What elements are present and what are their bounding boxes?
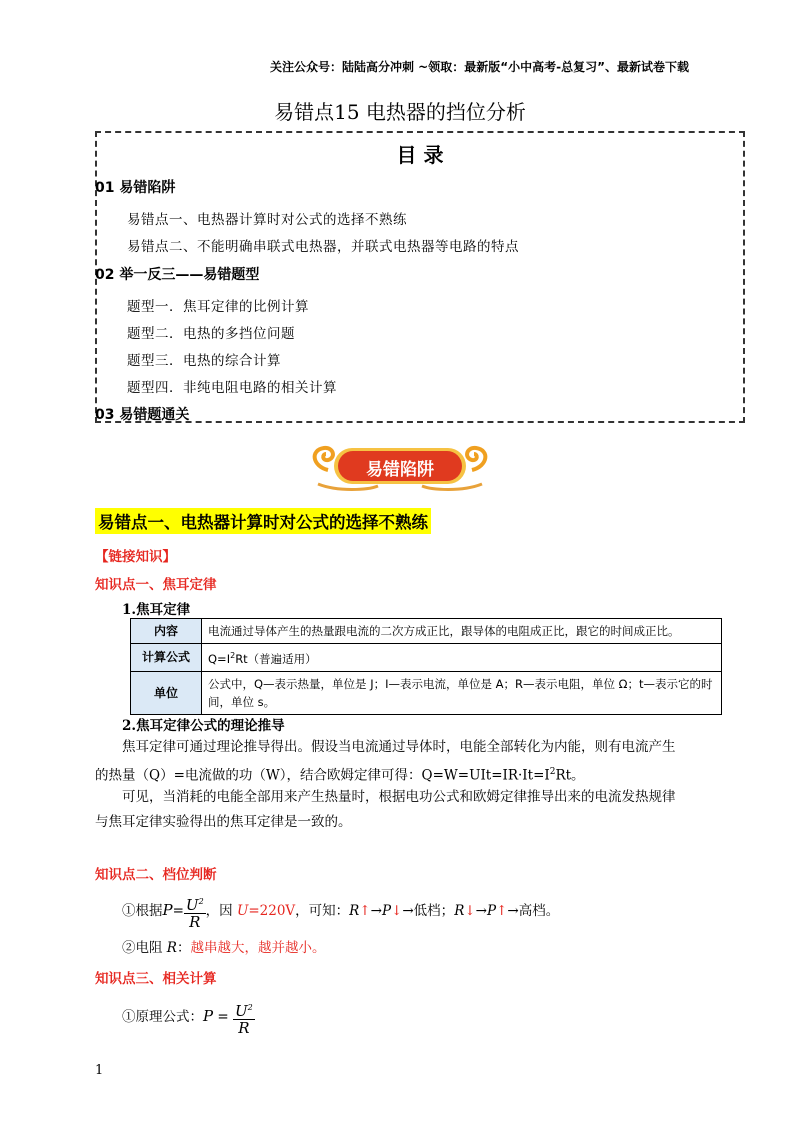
- table-key: 内容: [131, 619, 202, 644]
- toc-item: 题型一．焦耳定律的比例计算: [127, 299, 309, 315]
- toc-item: 题型四．非纯电阻电路的相关计算: [127, 380, 337, 396]
- table-value: 电流通过导体产生的热量跟电流的二次方成正比，跟导体的电阻成正比，跟它的时间成正比。: [202, 619, 722, 644]
- gear-judgement-line: ①根据P= $\frac{U^2}{R}$ ，因 U=220V，可知：R↑→P↓→低档；R↓→P↑→高档。: [122, 895, 560, 931]
- document-title: 易错点15 电热器的挡位分析: [274, 100, 526, 124]
- toc-item: 易错点二、不能明确串联式电热器，并联式电热器等电路的特点: [127, 239, 519, 255]
- toc-section-2: 02 举一反三——易错题型: [95, 267, 260, 283]
- table-row: [131, 644, 722, 672]
- joule-law-table: [130, 618, 722, 715]
- knowledge-point-1-title: 知识点一、焦耳定律: [95, 577, 217, 593]
- table-value: 公式中，Q—表示热量，单位是 J；I—表示电流，单位是 A；R—表示电阻，单位 Ω；t—表示它的时间，单位 s。: [202, 671, 722, 714]
- resistance-line: ②电阻 R：越串越大，越并越小。: [122, 940, 326, 956]
- power-formula: $\frac{U^2}{R}$: [235, 1001, 253, 1037]
- paragraph-line: 焦耳定律可通过理论推导得出。假设当电流通过导体时，电能全部转化为内能，则有电流产生: [122, 739, 676, 755]
- toc-heading: 目 录: [396, 143, 444, 167]
- banner-label: 易错陷阱: [366, 460, 434, 480]
- section-heading: 易错点一、电热器计算时对公式的选择不熟练: [95, 508, 431, 534]
- power-formula: $\frac{U^2}{R}$: [185, 895, 204, 931]
- toc-section-1: 01 易错陷阱: [95, 180, 176, 196]
- subheading-joule-law: 1.焦耳定律: [122, 602, 191, 618]
- table-row: [131, 671, 722, 714]
- toc-item: 易错点一、电热器计算时对公式的选择不熟练: [127, 212, 407, 228]
- table-of-contents: [95, 131, 745, 423]
- section-banner: [308, 440, 492, 496]
- toc-item: 题型二．电热的多挡位问题: [127, 326, 295, 342]
- paragraph-line: 可见，当消耗的电能全部用来产生热量时，根据电功公式和欧姆定律推导出来的电流发热规律: [122, 789, 676, 805]
- paragraph-line: 的热量（Q）=电流做的功（W），结合欧姆定律可得：$Q=W=UIt=IR\cdot It=I^2Rt$。: [95, 767, 585, 784]
- table-key: 单位: [131, 671, 202, 714]
- subheading-derivation: 2.焦耳定律公式的理论推导: [122, 718, 285, 734]
- link-knowledge-label: 【链接知识】: [95, 549, 176, 565]
- paragraph-line: 与焦耳定律实验得出的焦耳定律是一致的。: [95, 814, 352, 830]
- knowledge-point-2-title: 知识点二、档位判断: [95, 867, 217, 883]
- table-row: [131, 619, 722, 644]
- principle-formula-line: ①原理公式：P = $\frac{U^2}{R}$: [122, 1001, 253, 1037]
- toc-section-3: 03 易错题通关: [95, 407, 190, 423]
- knowledge-point-3-title: 知识点三、相关计算: [95, 971, 217, 987]
- table-value: $Q=I^2Rt$（普遍适用）: [202, 644, 722, 672]
- page-header: 关注公众号：陆陆高分冲刺 ~领取：最新版“小中高考-总复习”、最新试卷下载: [270, 60, 689, 74]
- page-number: 1: [95, 1063, 104, 1078]
- table-key: 计算公式: [131, 644, 202, 672]
- toc-item: 题型三．电热的综合计算: [127, 353, 281, 369]
